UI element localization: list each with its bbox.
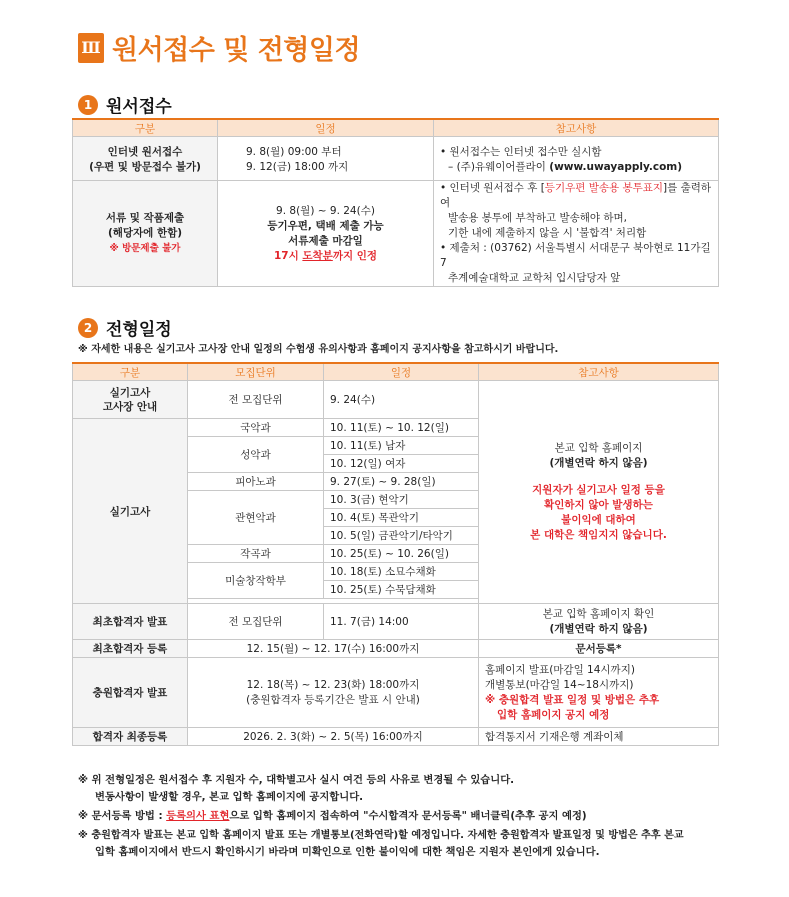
reference-cell: • 인터넷 원서접수 후 [등기우편 발송용 봉투표지]를 출력하여 발송용 봉투에 부착하고 발송해야 하며, 기한 내에 제출하지 않을 시 '불합격' 처리함 • 제출처 : (03762) 서울특별시 서대문구 북아현로 11가길 7 추계예술대학교 교학처 입시담당자 앞	[434, 181, 719, 287]
date-cell: 12. 18(목) ~ 12. 23(화) 18:00까지 (충원합격자 등록기간은 발표 시 안내)	[188, 658, 479, 728]
table-row	[73, 137, 719, 181]
reference-cell: 합격통지서 기재은행 계좌이체	[479, 728, 719, 746]
date-cell: 10. 25(토) ~ 10. 26(일)	[324, 545, 479, 563]
table-row	[73, 658, 719, 728]
schedule-table	[72, 362, 719, 746]
category-cell: 충원합격자 발표	[73, 658, 188, 728]
section2-title: 전형일정	[106, 320, 172, 340]
exam-reference-cell: 본교 입학 홈페이지 (개별연락 하지 않음) 지원자가 실기고사 일정 등을 확인하지 않아 발생하는 불이익에 대하여 본 대학은 책임지지 않습니다.	[479, 381, 719, 604]
reference-cell: 홈페이지 발표(마감일 14시까지) 개별통보(마감일 14~18시까지) ※ 충원합격 발표 일정 및 방법은 추후 입학 홈페이지 공지 예정	[479, 658, 719, 728]
reference-cell: 문서등록*	[479, 640, 719, 658]
header-unit: 모집단위	[188, 363, 324, 381]
reference-cell: 본교 입학 홈페이지 확인 (개별연락 하지 않음)	[479, 604, 719, 640]
unit-cell: 국악과	[188, 419, 324, 437]
section2-number: 2	[78, 318, 98, 338]
register-intent-text: 등록의사 표현	[166, 810, 230, 822]
header-category: 구분	[73, 363, 188, 381]
envelope-cover-text: 등기우편 발송용 봉투표지	[544, 182, 664, 194]
date-cell: 10. 12(일) 여자	[324, 455, 479, 473]
footnote-3: ※ 충원합격자 발표는 본교 입학 홈페이지 발표 또는 개별통보(전화연락)할 예정입니다. 자세한 충원합격자 발표일정 및 방법은 추후 본교	[78, 830, 684, 841]
unit-cell: 피아노과	[188, 473, 324, 491]
page-title: 원서접수 및 전형일정	[112, 35, 361, 66]
section2-subnote: ※ 자세한 내용은 실기고사 고사장 안내 일정의 수험생 유의사항과 홈페이지 공지사항을 참고하시기 바랍니다.	[78, 344, 559, 355]
table-row	[73, 640, 719, 658]
uwayapply-link: (www.uwayapply.com)	[549, 160, 683, 173]
unit-cell: 작곡과	[188, 545, 324, 563]
table-row	[73, 381, 719, 419]
header-category: 구분	[73, 119, 218, 137]
table-row	[73, 604, 719, 640]
date-cell: 10. 11(토) 남자	[324, 437, 479, 455]
category-cell: 실기고사 고사장 안내	[73, 381, 188, 419]
page-title-row	[78, 28, 360, 67]
footnote-1-cont: 변동사항이 발생할 경우, 본교 입학 홈페이지에 공지합니다.	[95, 791, 364, 803]
date-cell: 10. 5(일) 금관악기/타악기	[324, 527, 479, 545]
unit-cell: 전 모집단위	[188, 604, 324, 640]
header-schedule: 일정	[324, 363, 479, 381]
date-cell: 11. 7(금) 14:00	[324, 604, 479, 640]
section2-heading	[78, 315, 172, 340]
category-cell: 최초합격자 등록	[73, 640, 188, 658]
section1-number: 1	[78, 95, 98, 115]
schedule-cell: 9. 8(월) 09:00 부터 9. 12(금) 18:00 까지	[218, 137, 434, 181]
section1-heading	[78, 92, 172, 117]
application-table	[72, 118, 719, 287]
header-schedule: 일정	[218, 119, 434, 137]
unit-cell: 성악과	[188, 437, 324, 473]
header-reference: 참고사항	[479, 363, 719, 381]
footnote-2: ※ 문서등록 방법 : 등록의사 표현으로 입학 홈페이지 접속하여 "수시합격자 문서등록" 배너클릭(추후 공지 예정)	[78, 810, 587, 822]
section1-title: 원서접수	[106, 97, 172, 117]
date-cell: 10. 25(토) 수묵담채화	[324, 581, 479, 599]
category-cell: 서류 및 작품제출 (해당자에 한함) ※ 방문제출 불가	[73, 181, 218, 287]
footnote-1: ※ 위 전형일정은 원서접수 후 지원자 수, 대학별고사 실시 여건 등의 사유로 변경될 수 있습니다.	[78, 774, 515, 786]
footnote-3-cont: 입학 홈페이지에서 반드시 확인하시기 바라며 미확인으로 인한 불이익에 대한 책임은 지원자 본인에게 있습니다.	[95, 846, 600, 858]
category-cell: 최초합격자 발표	[73, 604, 188, 640]
date-cell: 9. 27(토) ~ 9. 28(일)	[324, 473, 479, 491]
header-reference: 참고사항	[434, 119, 719, 137]
date-cell: 12. 15(월) ~ 12. 17(수) 16:00까지	[188, 640, 479, 658]
category-cell: 합격자 최종등록	[73, 728, 188, 746]
date-cell: 10. 4(토) 목관악기	[324, 509, 479, 527]
exam-category-cell: 실기고사	[73, 419, 188, 604]
date-cell: 2026. 2. 3(화) ~ 2. 5(목) 16:00까지	[188, 728, 479, 746]
date-cell: 10. 3(금) 현악기	[324, 491, 479, 509]
date-cell: 10. 18(토) 소묘수채화	[324, 563, 479, 581]
date-cell: 10. 11(토) ~ 10. 12(일)	[324, 419, 479, 437]
unit-cell: 미술창작학부	[188, 563, 324, 599]
reference-cell: • 원서접수는 인터넷 접수만 실시함 – (주)유웨이어플라이 (www.uwayapply.com)	[434, 137, 719, 181]
schedule-cell: 9. 8(월) ~ 9. 24(수) 등기우편, 택배 제출 가능 서류제출 마감일 17시 도착분까지 인정	[218, 181, 434, 287]
unit-cell: 관현악과	[188, 491, 324, 545]
date-cell: 9. 24(수)	[324, 381, 479, 419]
footnotes	[78, 772, 684, 861]
roman-numeral-badge: Ⅲ	[78, 33, 104, 63]
table-row	[73, 181, 719, 287]
category-cell: 인터넷 원서접수 (우편 및 방문접수 불가)	[73, 137, 218, 181]
unit-cell: 전 모집단위	[188, 381, 324, 419]
table-row	[73, 728, 719, 746]
